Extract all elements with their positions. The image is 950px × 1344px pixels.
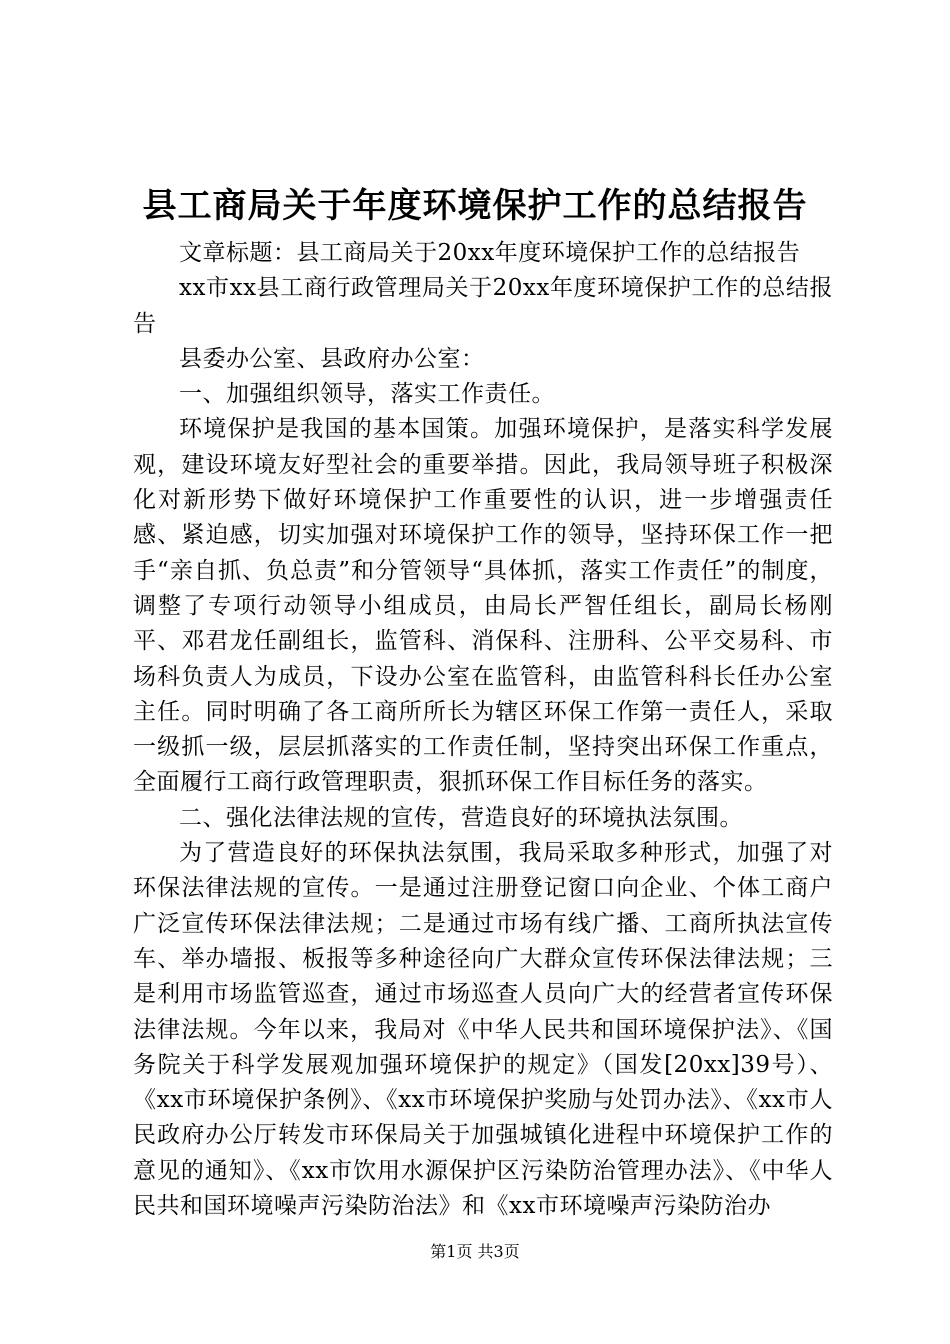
document-body bbox=[133, 236, 833, 1224]
body-paragraph: 环境保护是我国的基本国策。加强环境保护，是落实科学发展观，建设环境友好型社会的重要举措。因此，我局领导班子积极深化对新形势下做好环境保护工作重要性的认识，进一步增强责任感、紧迫感，切实加强对环境保护工作的领导，坚持环保工作一把手“亲自抓、负总责”和分管领导“具体抓，落实工作责任”的制度，调整了专项行动领导小组成员，由局长严智任组长，副局长杨刚平、邓君龙任副组长，监管科、消保科、注册科、公平交易科、市场科负责人为成员，下设办公室在监管科，由监管科科长任办公室主任。同时明确了各工商所所长为辖区环保工作第一责任人，采取一级抓一级，层层抓落实的工作责任制，坚持突出环保工作重点，全面履行工商行政管理职责，狠抓环保工作目标任务的落实。 bbox=[133, 416, 833, 796]
section-heading-2: 二、强化法律法规的宣传，营造良好的环境执法氛围。 bbox=[179, 804, 743, 831]
addressee: 县委办公室、县政府办公室： bbox=[179, 345, 485, 372]
article-title-line: 文章标题：县工商局关于20xx年度环境保护工作的总结报告 bbox=[179, 240, 801, 266]
report-heading: xx市xx县工商行政管理局关于20xx年度环境保护工作的总结报告 bbox=[133, 275, 833, 337]
section-heading-1: 一、加强组织领导，落实工作责任。 bbox=[179, 381, 555, 408]
page-indicator: 第1页 共3页 bbox=[430, 1242, 520, 1261]
document-title: 县工商局关于年度环境保护工作的总结报告 bbox=[142, 186, 808, 226]
body-paragraph: 为了营造良好的环保执法氛围，我局采取多种形式，加强了对环保法律法规的宣传。一是通过注册登记窗口向企业、个体工商户广泛宣传环保法律法规；二是通过市场有线广播、工商所执法宣传车、举办墙报、板报等多种途径向广大群众宣传环保法律法规；三是利用市场监管巡查，通过市场巡查人员向广大的经营者宣传环保法律法规。今年以来，我局对《中华人民共和国环境保护法》、《国务院关于科学发展观加强环境保护的规定》（国发[20xx]39号）、《xx市环境保护条例》、《xx市环境保护奖励与处罚办法》、《xx市人民政府办公厅转发市环保局关于加强城镇化进程中环境保护工作的意见的通知》、《xx市饮用水源保护区污染防治管理办法》、《中华人民共和国环境噪声污染防治法》和《xx市环境噪声污染防治办 bbox=[133, 840, 833, 1220]
